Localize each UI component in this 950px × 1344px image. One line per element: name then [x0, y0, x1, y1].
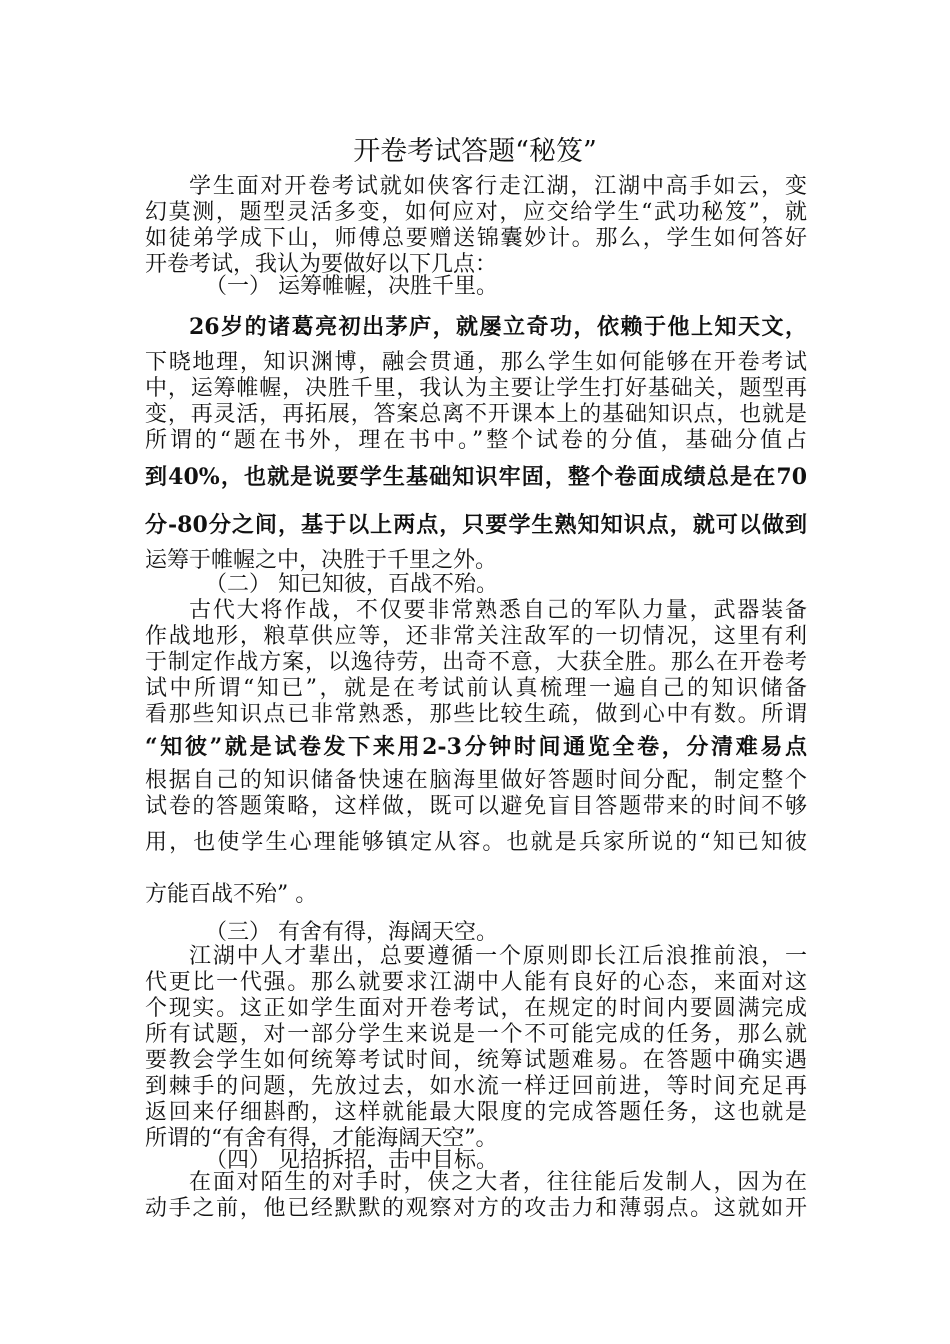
text-line: 在面对陌生的对手时，侠之大者，往往能后发制人，因为在 [189, 1170, 807, 1195]
section-heading-3: （三） 有舍有得，海阔天空。 [205, 920, 498, 945]
text-line: 学生面对开卷考试就如侠客行走江湖，江湖中高手如云，变 [189, 174, 807, 199]
text-line: 下晓地理，知识渊博，融会贯通，那么学生如何能够在开卷考试 [145, 350, 807, 375]
text-line: 26岁的诸葛亮初出茅庐，就屡立奇功，依赖于他上知天文， [189, 314, 807, 340]
text-line: 江湖中人才辈出，总要遵循一个原则即长江后浪推前浪，一 [189, 944, 807, 969]
text-line: 变，再灵活，再拓展，答案总离不开课本上的基础知识点，也就是 [145, 402, 807, 427]
text-line: 作战地形，粮草供应等，还非常关注敌军的一切情况，这里有利 [145, 624, 807, 649]
text-line: 用，也使学生心理能够镇定从容。也就是兵家所说的“知已知彼 [145, 830, 807, 855]
text-line: 中，运筹帷幄，决胜千里，我认为主要让学生打好基础关，题型再 [145, 376, 807, 401]
section-heading-2: （二） 知已知彼，百战不殆。 [205, 572, 498, 597]
text-line: 方能百战不殆” 。 [145, 882, 318, 907]
text-line: 幻莫测，题型灵活多变，如何应对，应交给学生“武功秘笈”，就 [145, 200, 807, 225]
text-line: 看那些知识点已非常熟悉，那些比较生疏，做到心中有数。所谓 [145, 702, 807, 727]
section-heading-4: （四） 见招拆招，击中目标。 [205, 1148, 498, 1173]
text-line: 返回来仔细斟酌，这样就能最大限度的完成答题任务，这也就是 [145, 1100, 807, 1125]
text-line: 分-80分之间，基于以上两点，只要学生熟知知识点，就可以做到 [145, 512, 807, 538]
text-line: 要教会学生如何统筹考试时间，统筹试题难易。在答题中确实遇 [145, 1048, 807, 1073]
text-line: 代更比一代强。那么就要求江湖中人能有良好的心态，来面对这 [145, 970, 807, 995]
text-line: 古代大将作战，不仅要非常熟悉自己的军队力量，武器装备 [189, 598, 807, 623]
text-line: 根据自己的知识储备快速在脑海里做好答题时间分配，制定整个 [145, 768, 807, 793]
text-line: 所谓的“有舍有得，才能海阔天空”。 [145, 1126, 498, 1151]
text-line: 试卷的答题策略，这样做，既可以避免盲目答题带来的时间不够 [145, 794, 807, 819]
text-line: 所有试题，对一部分学生来说是一个不可能完成的任务，那么就 [145, 1022, 807, 1047]
text-line: 试中所谓“知已”，就是在考试前认真梳理一遍自己的知识储备 [145, 676, 807, 701]
text-line: 到40%，也就是说要学生基础知识牢固，整个卷面成绩总是在70 [145, 464, 807, 490]
document-title: 开卷考试答题“秘笈” [353, 136, 597, 167]
text-line: 个现实。这正如学生面对开卷考试，在规定的时间内要圆满完成 [145, 996, 807, 1021]
text-line: 开卷考试，我认为要做好以下几点： [145, 252, 498, 277]
text-line: 动手之前，他已经默默的观察对方的攻击力和薄弱点。这就如开 [145, 1196, 807, 1221]
text-line: 到棘手的问题，先放过去，如水流一样迂回前进，等时间充足再 [145, 1074, 807, 1099]
text-line: 于制定作战方案，以逸待劳，出奇不意，大获全胜。那么在开卷考 [145, 650, 807, 675]
section-heading-1: （一） 运筹帷幄，决胜千里。 [205, 274, 498, 299]
text-line: “知彼”就是试卷发下来用2-3分钟时间通览全卷，分清难易点 [145, 734, 807, 760]
text-line: 如徒弟学成下山，师傅总要赠送锦囊妙计。那么，学生如何答好 [145, 226, 807, 251]
text-line: 运筹于帷幄之中，决胜于千里之外。 [145, 548, 498, 573]
text-line: 所谓的“题在书外，理在书中。”整个试卷的分值，基础分值占 [145, 428, 807, 453]
